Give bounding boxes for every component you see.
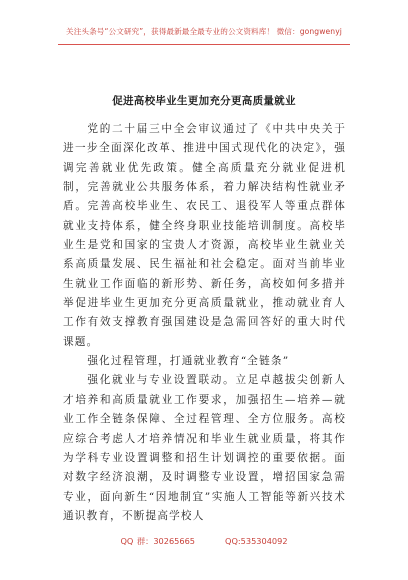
page-footer (0, 536, 408, 547)
document-title: 促进高校毕业生更加充分更高质量就业 (112, 95, 296, 107)
section-subheading: 强化过程管理，打通就业教育“全链条” (87, 355, 290, 368)
footer-qq: QQ:535304092 (225, 536, 288, 546)
header-divider (58, 44, 350, 45)
body-paragraph: 党的二十届三中全会审议通过了《中共中央关于进一步全面深化改革、推进中国式现代化的决定》，强调完善就业优先政策。健全高质量充分就业促进机制，完善就业公共服务体系，着力解决结构性就业矛盾。完善高校毕业生、农民工、退役军人等重点群体就业支持体系，健全终身职业技能培训制度。高校毕业生是党和国家的宝贵人才资源，高校毕业生就业关系高质量发展、民生福祉和社会稳定。面对当前毕业生就业工作面临的新形势、新任务，高校如何多措并举促进毕业生更加充分更高质量就业，推动就业育人工作有效支撑教育强国建设是急需回答好的重大时代课题。 (63, 123, 346, 348)
page-header-banner: 关注头条号“公文研究”，获得最新最全最专业的公文资料库！ 微信：gongwenyj (66, 27, 342, 36)
document-body (63, 120, 346, 526)
footer-qq-group: QQ 群：30265665 (120, 536, 195, 546)
body-paragraph: 强化就业与专业设置联动。立足卓越拔尖创新人才培养和高质量就业工作要求，加强招生—培养—就业工作全链条保障、全过程管理、全方位服务。高校应综合考虑人才培养情况和毕业生就业质量，将其作为学科专业设置调整和招生计划调控的重要依据。面对数字经济浪潮，及时调整专业设置，增招国家急需专业，面向新生“因地制宜”实施人工智能等新兴技术通识教育，不断提高学校人 (63, 374, 346, 522)
